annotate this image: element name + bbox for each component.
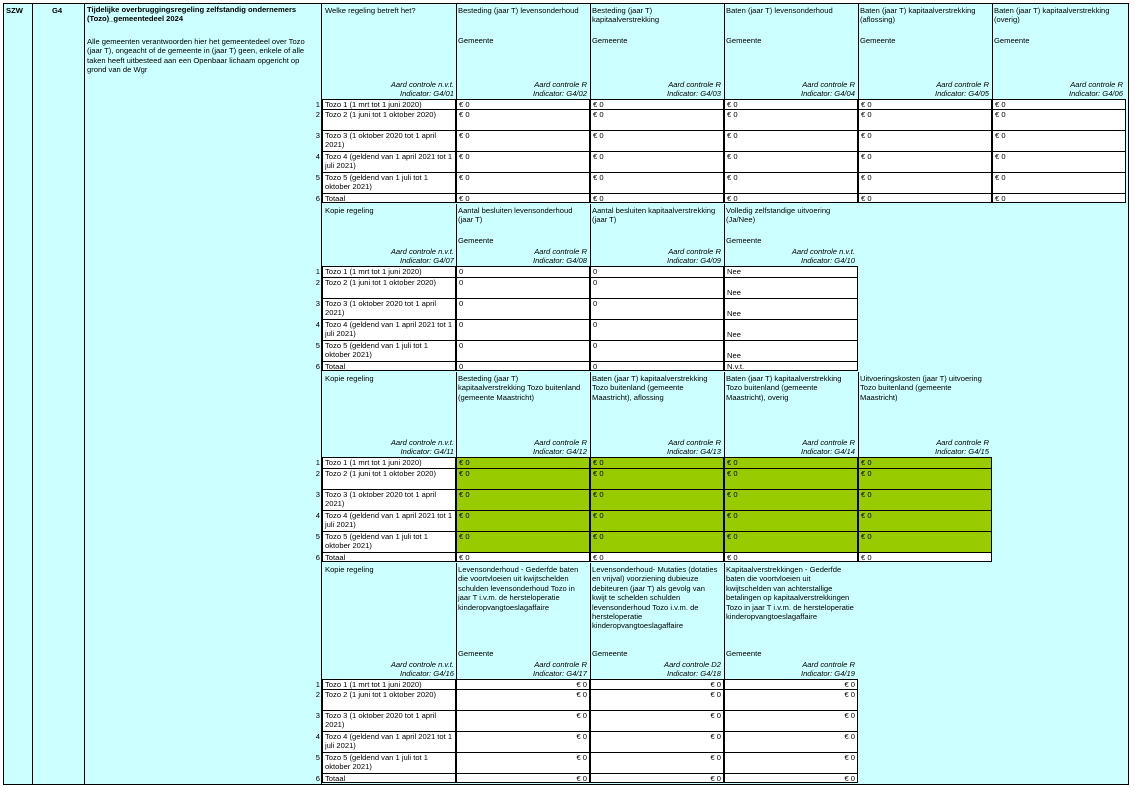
value-cell[interactable]: € 0 [456,732,590,753]
row-number: 3 [315,299,320,308]
row-label: Tozo 2 (1 juni tot 1 oktober 2020) [322,469,456,490]
value-cell[interactable]: € 0 [992,152,1126,173]
value-cell[interactable]: € 0 [992,173,1126,194]
column-subtitle: Gemeente [726,36,762,45]
total-cell: € 0 [858,553,992,562]
total-cell: € 0 [456,194,590,203]
value-cell[interactable]: € 0 [456,753,590,774]
value-cell[interactable]: € 0 [724,469,858,490]
row-label: Tozo 5 (geldend van 1 juli tot 1 oktober 2021) [322,753,456,774]
row-number: 2 [315,110,320,119]
value-cell[interactable]: € 0 [456,131,590,152]
value-cell[interactable]: € 0 [456,469,590,490]
total-cell: 0 [456,362,590,371]
row-number: 6 [315,194,320,203]
row-number: 6 [315,362,320,371]
value-cell[interactable]: 0 [590,278,724,299]
column-indicator: Aard controle R Indicator: G4/13 [666,438,721,457]
value-cell[interactable]: Nee [724,341,858,362]
column-subtitle: Gemeente [592,36,628,45]
column-subtitle: Gemeente [458,236,494,245]
column-title: Baten (jaar T) kapitaalverstrekking (overig) [994,6,1110,25]
column-title: Baten (jaar T) kapitaalverstrekking (aflossing) [860,6,976,25]
value-cell[interactable]: € 0 [724,490,858,511]
value-cell[interactable]: € 0 [590,152,724,173]
column-subtitle: Gemeente [592,649,628,658]
row-number: 5 [315,532,320,541]
column-indicator: Aard controle R Indicator: G4/09 [666,247,721,266]
value-cell[interactable]: Nee [724,278,858,299]
value-cell[interactable]: 0 [456,267,590,278]
value-cell[interactable]: € 0 [456,511,590,532]
row-number: 3 [315,490,320,499]
ministry-code: SZW [6,6,23,15]
column-title: Kapitaalverstrekkingen - Gederfde baten die voortvloeien uit kwijtschelden van achterstallige betalingen op kapitaalverstrekkingen Tozo in jaar T i.v.m. de hersteloperatie kinderopvangtoeslagaffaire [726,565,854,622]
value-cell[interactable]: € 0 [456,680,590,690]
value-cell[interactable]: € 0 [456,152,590,173]
column-title: Besteding (jaar T) levensonderhoud [458,6,579,15]
total-cell: € 0 [724,774,858,783]
value-cell[interactable]: 0 [590,341,724,362]
value-cell[interactable]: € 0 [992,131,1126,152]
value-cell[interactable]: € 0 [724,152,858,173]
row-number: 1 [315,100,320,109]
column-indicator: Aard controle n.v.t. Indicator: G4/10 [791,247,855,266]
row-label: Tozo 1 (1 mrt tot 1 juni 2020) [322,267,456,278]
row-number: 1 [315,680,320,689]
row-label: Tozo 4 (geldend van 1 april 2021 tot 1 juli 2021) [322,511,456,532]
value-cell[interactable]: € 0 [724,711,858,732]
value-cell[interactable]: € 0 [724,532,858,553]
value-cell[interactable]: € 0 [456,100,590,110]
column-title: Aantal besluiten levensonderhoud (jaar T) [458,206,573,225]
value-cell[interactable]: € 0 [590,469,724,490]
value-cell[interactable]: € 0 [456,711,590,732]
row-number: 4 [315,320,320,329]
section-left-header: Welke regeling betreft het? [325,6,416,15]
total-cell: € 0 [724,194,858,203]
value-cell[interactable]: € 0 [456,173,590,194]
row-label: Totaal [322,362,456,371]
column-indicator: Aard controle R Indicator: G4/15 [934,438,989,457]
value-cell[interactable]: € 0 [590,458,724,469]
section-left-indicator: Aard controle n.v.t. Indicator: G4/07 [390,247,454,266]
column-indicator: Aard controle R Indicator: G4/05 [934,80,989,99]
column-indicator: Aard controle R Indicator: G4/02 [532,80,587,99]
row-label: Tozo 1 (1 mrt tot 1 juni 2020) [322,100,456,110]
column-title: Levensonderhoud - Gederfde baten die voortvloeien uit kwijtschelden schulden levensonderhoud Tozo in jaar T i.v.m. de hersteloperatie kinderopvangtoeslagaffaire [458,565,579,612]
row-label: Tozo 1 (1 mrt tot 1 juni 2020) [322,458,456,469]
row-label: Tozo 3 (1 oktober 2020 tot 1 april 2021) [322,711,456,732]
column-indicator: Aard controle R Indicator: G4/04 [800,80,855,99]
column-title: Baten (jaar T) levensonderhoud [726,6,833,15]
column-subtitle: Gemeente [994,36,1030,45]
row-label: Tozo 4 (geldend van 1 april 2021 tot 1 juli 2021) [322,152,456,173]
value-cell[interactable]: € 0 [456,110,590,131]
section-left-indicator: Aard controle n.v.t. Indicator: G4/01 [390,80,454,99]
value-cell[interactable]: 0 [590,267,724,278]
value-cell[interactable]: € 0 [456,532,590,553]
value-cell[interactable]: € 0 [724,110,858,131]
row-number: 6 [315,553,320,562]
row-number: 6 [315,774,320,783]
value-cell[interactable]: € 0 [456,458,590,469]
value-cell[interactable]: € 0 [724,690,858,711]
section-left-indicator: Aard controle n.v.t. Indicator: G4/16 [390,660,454,679]
column-indicator: Aard controle R Indicator: G4/14 [800,438,855,457]
row-number: 4 [315,511,320,520]
total-cell: € 0 [724,553,858,562]
value-cell[interactable]: € 0 [590,511,724,532]
column-indicator: Aard controle R Indicator: G4/06 [1068,80,1123,99]
column-indicator: Aard controle R Indicator: G4/08 [532,247,587,266]
column-indicator: Aard controle R Indicator: G4/19 [800,660,855,679]
value-cell[interactable]: € 0 [456,690,590,711]
column-title: Volledig zelfstandige uitvoering (Ja/Nee) [726,206,831,225]
row-number: 1 [315,267,320,276]
row-number: 5 [315,341,320,350]
column-indicator: Aard controle R Indicator: G4/17 [532,660,587,679]
row-number: 5 [315,173,320,182]
value-cell[interactable]: Nee [724,320,858,341]
value-cell[interactable]: € 0 [858,458,992,469]
value-cell[interactable]: € 0 [858,532,992,553]
form-title: Tijdelijke overbruggingsregeling zelfstandig ondernemers (Tozo)_gemeentedeel 2024 [87,5,297,23]
row-number: 5 [315,753,320,762]
value-cell[interactable]: 0 [456,320,590,341]
row-label: Tozo 2 (1 juni tot 1 oktober 2020) [322,278,456,299]
value-cell[interactable]: € 0 [858,173,992,194]
total-cell: € 0 [456,553,590,562]
value-cell[interactable]: € 0 [724,511,858,532]
total-cell: 0 [590,362,724,371]
column-subtitle: Gemeente [458,649,494,658]
value-cell[interactable]: € 0 [858,110,992,131]
value-cell[interactable]: € 0 [590,711,724,732]
row-label: Tozo 3 (1 oktober 2020 tot 1 april 2021) [322,490,456,511]
value-cell[interactable]: € 0 [590,490,724,511]
total-cell: € 0 [590,774,724,783]
row-label: Tozo 2 (1 juni tot 1 oktober 2020) [322,690,456,711]
value-cell[interactable]: € 0 [724,732,858,753]
column-indicator: Aard controle R Indicator: G4/12 [532,438,587,457]
total-cell: € 0 [858,194,992,203]
column-indicator: Aard controle R Indicator: G4/03 [666,80,721,99]
value-cell[interactable]: € 0 [858,511,992,532]
value-cell[interactable]: € 0 [724,458,858,469]
value-cell[interactable]: € 0 [992,110,1126,131]
value-cell[interactable]: € 0 [724,100,858,110]
row-label: Tozo 5 (geldend van 1 juli tot 1 oktober 2021) [322,532,456,553]
row-number: 1 [315,458,320,467]
row-number: 3 [315,131,320,140]
section-left-header: Kopie regeling [325,565,374,574]
column-indicator: Aard controle D2 Indicator: G4/18 [664,660,721,679]
value-cell[interactable]: € 0 [858,100,992,110]
section-left-header: Kopie regeling [325,374,374,383]
value-cell[interactable]: € 0 [858,131,992,152]
value-cell[interactable]: Nee [724,299,858,320]
column-title: Levensonderhoud- Mutaties (dotaties en vrijval) voorziening dubieuze debiteuren (jaar T) als gevolg van kwijt te schelden schulden levensonderhoud Tozo i.v.m. de hersteloperatie kinderopvangtoeslagaffaire [592,565,718,631]
row-label: Totaal [322,553,456,562]
row-number: 4 [315,732,320,741]
row-label: Totaal [322,194,456,203]
value-cell[interactable]: 0 [456,299,590,320]
total-cell: € 0 [590,553,724,562]
row-number: 2 [315,690,320,699]
row-number: 2 [315,469,320,478]
column-title: Aantal besluiten kapitaalverstrekking (jaar T) [592,206,716,225]
row-label: Tozo 5 (geldend van 1 juli tot 1 oktober 2021) [322,341,456,362]
value-cell[interactable]: € 0 [724,173,858,194]
column-title: Uitvoeringskosten (jaar T) uitvoering Tozo buitenland (gemeente Maastricht) [860,374,982,402]
value-cell[interactable]: 0 [590,320,724,341]
row-label: Tozo 3 (1 oktober 2020 tot 1 april 2021) [322,299,456,320]
column-subtitle: Gemeente [726,236,762,245]
column-title: Besteding (jaar T) kapitaalverstrekking Tozo buitenland (gemeente Maastricht) [458,374,581,402]
total-cell: € 0 [590,194,724,203]
column-title: Besteding (jaar T) kapitaalverstrekking [592,6,660,25]
value-cell[interactable]: € 0 [590,131,724,152]
row-label: Tozo 3 (1 oktober 2020 tot 1 april 2021) [322,131,456,152]
row-number: 2 [315,278,320,287]
section-left-indicator: Aard controle n.v.t. Indicator: G4/11 [390,438,454,457]
form-description: Alle gemeenten verantwoorden hier het gemeentedeel over Tozo (jaar T), ongeacht of de gemeente in (jaar T) geen, enkele of alle taken heeft uitbesteed aan een Openbaar lichaam opgericht op grond van de Wgr [87,37,305,75]
value-cell[interactable]: 0 [590,299,724,320]
value-cell[interactable]: € 0 [590,753,724,774]
value-cell[interactable]: Nee [724,267,858,278]
row-number: 4 [315,152,320,161]
column-title: Baten (jaar T) kapitaalverstrekking Tozo buitenland (gemeente Maastricht), overig [726,374,842,402]
form-code: G4 [52,6,63,15]
value-cell[interactable]: € 0 [456,490,590,511]
value-cell[interactable]: € 0 [590,100,724,110]
row-label: Tozo 4 (geldend van 1 april 2021 tot 1 juli 2021) [322,320,456,341]
column-subtitle: Gemeente [726,649,762,658]
value-cell[interactable]: € 0 [724,680,858,690]
row-label: Tozo 2 (1 juni tot 1 oktober 2020) [322,110,456,131]
value-cell[interactable]: € 0 [724,131,858,152]
row-label: Tozo 5 (geldend van 1 juli tot 1 oktober 2021) [322,173,456,194]
row-label: Totaal [322,774,456,783]
value-cell[interactable]: € 0 [590,532,724,553]
divider [32,3,33,785]
value-cell[interactable]: 0 [456,278,590,299]
total-cell: N.v.t. [724,362,858,371]
value-cell[interactable]: € 0 [590,690,724,711]
value-cell[interactable]: € 0 [724,753,858,774]
value-cell[interactable]: € 0 [590,173,724,194]
section-left-header: Kopie regeling [325,206,374,215]
divider [84,3,85,785]
value-cell[interactable]: € 0 [858,152,992,173]
value-cell[interactable]: € 0 [590,680,724,690]
value-cell[interactable]: € 0 [858,490,992,511]
value-cell[interactable]: 0 [456,341,590,362]
value-cell[interactable]: € 0 [590,732,724,753]
value-cell[interactable]: € 0 [858,469,992,490]
column-subtitle: Gemeente [860,36,896,45]
row-label: Tozo 1 (1 mrt tot 1 juni 2020) [322,680,456,690]
value-cell[interactable]: € 0 [590,110,724,131]
row-number: 3 [315,711,320,720]
total-cell: € 0 [992,194,1126,203]
column-subtitle: Gemeente [458,36,494,45]
total-cell: € 0 [456,774,590,783]
row-label: Tozo 4 (geldend van 1 april 2021 tot 1 juli 2021) [322,732,456,753]
column-title: Baten (jaar T) kapitaalverstrekking Tozo buitenland (gemeente Maastricht), aflossing [592,374,708,402]
value-cell[interactable]: € 0 [992,100,1126,110]
